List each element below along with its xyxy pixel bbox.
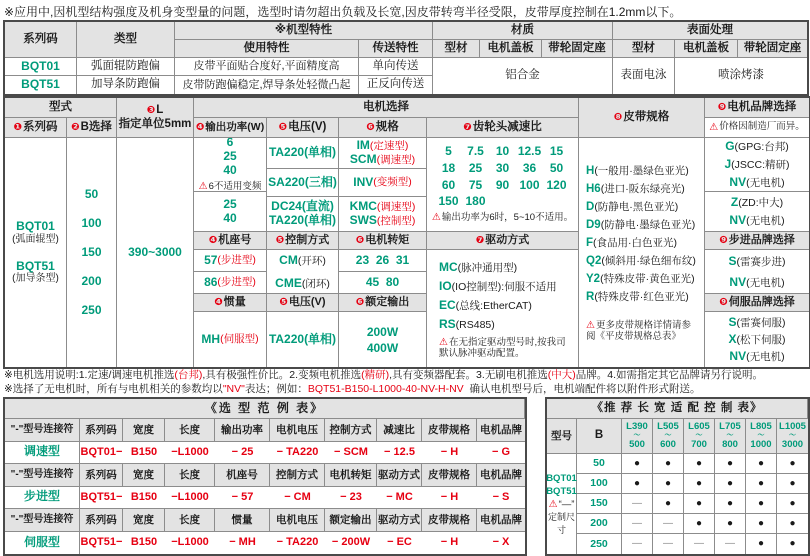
header-motor-cover-2: 电机盖板 bbox=[675, 40, 738, 58]
series-options: BQT01 (弧面辊型) BQT51 (加导条型) bbox=[5, 138, 67, 367]
marker-4: ❹ bbox=[195, 122, 205, 134]
selection-table bbox=[3, 96, 810, 369]
header-type: 类型 bbox=[77, 22, 175, 58]
header-transfer-feature: 传送特性 bbox=[359, 40, 433, 58]
example-v3: − H bbox=[440, 536, 459, 549]
compat-cell: ● bbox=[777, 454, 808, 474]
header-output-power: ❹输出功率(W) bbox=[194, 118, 267, 138]
compat-cell: — bbox=[653, 514, 684, 534]
example-label-step: 步进型 bbox=[5, 487, 80, 510]
compat-cell: — bbox=[715, 534, 746, 554]
spec-kmc-sws: KMC(调速型) SWS(控制型) bbox=[339, 197, 427, 232]
example-v1: −L1000 bbox=[165, 442, 215, 465]
header-series-select: ❶系列码 bbox=[5, 118, 67, 138]
example-v1: − H bbox=[422, 442, 477, 465]
header-belt-spec: ❽皮带规格 bbox=[579, 98, 705, 138]
example-h1: 皮带规格 bbox=[422, 419, 477, 442]
power-options-2: 25 40 bbox=[194, 192, 267, 232]
top-note: ※应用中,因机型结构强度及机身变型量的问题，选型时请勿超出负载及长宽,因皮带转弯半径受限，皮带厚度控制在1.2mm以下。 bbox=[4, 5, 682, 19]
example-v1: − 12.5 bbox=[377, 442, 422, 465]
example-v3: − MH bbox=[229, 536, 256, 549]
compat-b-value: 150 bbox=[577, 494, 622, 514]
material-value: 铝合金 bbox=[433, 58, 613, 94]
header-profile: 型材 bbox=[433, 40, 480, 58]
marker-9: ❾ bbox=[719, 297, 728, 309]
example-v1: − G bbox=[477, 442, 525, 465]
compat-table-title: 《推 荐 长 宽 适 配 控 制 表》 bbox=[547, 399, 808, 419]
header-motor-brand: ❾电机品牌选择 bbox=[705, 98, 809, 118]
compat-header-l: L390 〜 500 bbox=[622, 419, 653, 454]
example-v1: B150 bbox=[123, 442, 165, 465]
gear-ratio-options: 5 7.5 10 12.5 15 18 25 30 36 50 60 75 90 100 120 150 180 ⚠输出功率为6时，5~10不适用。 bbox=[427, 138, 579, 232]
header-voltage-servo: ❺电压(V) bbox=[267, 294, 339, 312]
example-v3: − EC bbox=[387, 536, 412, 549]
series-option-bqt01: BQT01 bbox=[16, 219, 55, 234]
warning-icon: ⚠ bbox=[439, 336, 448, 348]
compat-cell: — bbox=[622, 534, 653, 554]
surface-coat-value: 喷涂烤漆 bbox=[718, 69, 764, 82]
marker-8: ❽ bbox=[613, 111, 623, 123]
header-model-group: 型式 bbox=[5, 98, 117, 118]
spec-im-scm: IM(定速型) SCM(调速型) bbox=[339, 138, 427, 169]
example-table-title: 《选 型 范 例 表》 bbox=[5, 399, 525, 419]
length-range: 390~3000 bbox=[117, 138, 194, 367]
example-h1-connector: "-"型号连接符 bbox=[5, 419, 80, 442]
example-h3: 电机电压 bbox=[270, 509, 325, 532]
example-v2: B150 bbox=[123, 487, 165, 510]
torque-options-2: 45 80 bbox=[339, 272, 427, 294]
compat-cell: ● bbox=[777, 474, 808, 494]
marker-7: ❼ bbox=[463, 121, 472, 133]
series-bqt51: BQT51 bbox=[5, 76, 77, 94]
marker-6: ❻ bbox=[355, 297, 365, 309]
example-h3: 额定输出 bbox=[325, 509, 377, 532]
example-h2-connector: "-"型号连接符 bbox=[5, 464, 80, 487]
frame-86: 86 (步进型) bbox=[194, 272, 267, 294]
compat-header-l: L605 〜 700 bbox=[684, 419, 715, 454]
compat-cell: ● bbox=[622, 454, 653, 474]
b-option: 150 bbox=[81, 245, 102, 259]
compat-header-l: L705 〜 800 bbox=[715, 419, 746, 454]
compat-b-value: 100 bbox=[577, 474, 622, 494]
example-h1: 电机品牌 bbox=[477, 419, 525, 442]
header-voltage: ❺电压(V) bbox=[267, 118, 339, 138]
example-v2: BQT51− bbox=[80, 487, 123, 510]
header-control-mode: ❺控制方式 bbox=[267, 232, 339, 250]
compat-cell: ● bbox=[684, 494, 715, 514]
header-spec: ❻规格 bbox=[339, 118, 427, 138]
example-v3: − X bbox=[492, 536, 510, 549]
warning-icon: ⚠ bbox=[709, 121, 719, 133]
rated-output-options: 200W 400W bbox=[339, 312, 427, 367]
marker-9: ❾ bbox=[719, 235, 728, 247]
example-v1: − SCM bbox=[325, 442, 377, 465]
type-bqt01: 弧面辊防跑偏 bbox=[77, 58, 175, 76]
compat-cell: ● bbox=[777, 494, 808, 514]
header-motor-cover: 电机盖板 bbox=[480, 40, 542, 58]
marker-2: ❷ bbox=[71, 121, 80, 133]
example-h1: 电机电压 bbox=[270, 419, 325, 442]
example-v3: B150 bbox=[130, 536, 158, 549]
example-h3: 长度 bbox=[165, 509, 215, 532]
example-h2: 控制方式 bbox=[270, 464, 325, 487]
compat-cell: ● bbox=[684, 474, 715, 494]
voltage-dc24: DC24(直流) TA220(单相) bbox=[267, 197, 339, 232]
compat-cell: ● bbox=[622, 474, 653, 494]
marker-1: ❶ bbox=[13, 121, 22, 133]
example-v2: − CM bbox=[270, 487, 325, 510]
marker-5: ❺ bbox=[279, 297, 288, 309]
header-use-feature: 使用特性 bbox=[175, 40, 359, 58]
compat-cell: — bbox=[684, 534, 715, 554]
example-h1: 宽度 bbox=[123, 419, 165, 442]
header-machine-feature: ※机型特性 bbox=[175, 22, 433, 40]
compat-cell: ● bbox=[777, 514, 808, 534]
spec-inv: INV (变频型) bbox=[339, 169, 427, 197]
size-compat-table bbox=[545, 397, 810, 556]
use-bqt01: 皮带平面贴合度好,平面精度高 bbox=[175, 58, 359, 76]
b-option: 200 bbox=[81, 274, 102, 288]
compat-cell: ● bbox=[746, 494, 777, 514]
example-v3: − TA220 bbox=[276, 536, 319, 549]
example-v3: − 200W bbox=[331, 536, 371, 549]
example-h2: 机座号 bbox=[215, 464, 270, 487]
compat-header-l: L505 〜 600 bbox=[653, 419, 684, 454]
compat-b-value: 250 bbox=[577, 534, 622, 554]
header-motor-torque: ❻电机转矩 bbox=[339, 232, 427, 250]
example-h3: 惯量 bbox=[215, 509, 270, 532]
example-h2: 长度 bbox=[165, 464, 215, 487]
brand-group-servo: S(雷赛伺服) X(松下伺服) NV(无电机) bbox=[728, 315, 786, 363]
marker-6: ❻ bbox=[366, 121, 375, 133]
example-v2: − 23 bbox=[325, 487, 377, 510]
header-inertia: ❹惯量 bbox=[194, 294, 267, 312]
example-v1: − TA220 bbox=[270, 442, 325, 465]
brand-group-step: S(雷赛步进) NV(无电机) bbox=[705, 250, 809, 294]
header-surface-finish: 表面处理 bbox=[613, 22, 807, 40]
example-v1: − 25 bbox=[215, 442, 270, 465]
example-v1: BQT01− bbox=[80, 442, 123, 465]
header-profile-2: 型材 bbox=[613, 40, 675, 58]
compat-cell: — bbox=[622, 514, 653, 534]
frame-57: 57 (步进型) bbox=[194, 250, 267, 272]
example-v2: − MC bbox=[377, 487, 422, 510]
transfer-bqt01: 单向传送 bbox=[359, 58, 433, 76]
example-h3: 宽度 bbox=[123, 509, 165, 532]
torque-options-1: 23 26 31 bbox=[339, 250, 427, 272]
b-option: 100 bbox=[81, 216, 102, 230]
b-option: 250 bbox=[81, 303, 102, 317]
marker-4: ❹ bbox=[208, 235, 218, 247]
example-h3: 系列码 bbox=[80, 509, 123, 532]
compat-cell: ● bbox=[715, 494, 746, 514]
surface-profile-value: 表面电泳 bbox=[613, 58, 675, 94]
use-bqt51: 皮带防跑偏稳定,焊导条处轻微凸起 bbox=[175, 76, 359, 94]
warning-icon: ⚠ bbox=[548, 498, 558, 510]
belt-spec-options: H(一般用·墨绿色亚光) H6(进口·阪东绿亮光) D(防静电·黑色亚光) D9(防静电·墨绿色亚光) F(食品用·白色亚光) Q2(倾斜用·绿色细布纹) Y2(特殊皮带·黄色亚光) R(特殊皮带·红色亚光) ⚠更多皮带规格详情请参阅《平皮带规格总表》 bbox=[579, 138, 705, 367]
brand-group-ac: G(GPG:台邦) J(JSCC:精研) NV(无电机) bbox=[705, 138, 809, 192]
compat-cell: ● bbox=[684, 514, 715, 534]
compat-cell: ● bbox=[653, 494, 684, 514]
compat-cell: ● bbox=[746, 474, 777, 494]
b-option: 50 bbox=[84, 187, 99, 201]
b-options bbox=[67, 138, 117, 367]
example-h1: 系列码 bbox=[80, 419, 123, 442]
example-h3: 皮带规格 bbox=[422, 509, 477, 532]
example-h1: 减速比 bbox=[377, 419, 422, 442]
example-h2: 电机品牌 bbox=[477, 464, 525, 487]
example-label-servo: 伺服型 bbox=[5, 532, 80, 555]
header-pulley-mount-2: 带轮固定座 bbox=[738, 40, 807, 58]
example-v2: − S bbox=[477, 487, 525, 510]
example-v2: − H bbox=[422, 487, 477, 510]
example-v3: −L1000 bbox=[171, 536, 209, 549]
example-v2: −L1000 bbox=[165, 487, 215, 510]
compat-cell: — bbox=[622, 494, 653, 514]
control-mode-options: CM(开环) CME(闭环) bbox=[267, 250, 339, 294]
overview-table bbox=[3, 20, 809, 96]
header-frame-size: ❹机座号 bbox=[194, 232, 267, 250]
inertia-mh: MH (伺服型) bbox=[194, 312, 267, 367]
example-h3: 电机品牌 bbox=[477, 509, 525, 532]
motor-note-2: ※选择了无电机时，所有与电机相关的参数均以"NV"表达；例如：BQT51-B150-L1000-40-NV-H-NV 确认电机型号后，电机端配件将以附件形式附送。 bbox=[4, 383, 701, 395]
header-series-code: 系列码 bbox=[5, 22, 77, 58]
header-material: 材质 bbox=[433, 22, 613, 40]
warning-icon: ⚠ bbox=[198, 180, 208, 192]
header-pulley-mount: 带轮固定座 bbox=[542, 40, 613, 58]
marker-5: ❺ bbox=[275, 235, 285, 247]
compat-header-l: L1005 〜 3000 bbox=[777, 419, 808, 454]
compat-cell: ● bbox=[653, 454, 684, 474]
drive-mode-options: MC(脉冲通用型) IO(IO控制型):伺服不适用 EC(总线:EtherCAT) RS(RS485) ⚠在无指定驱动型号时,按我司默认脉冲驱动配置。 bbox=[427, 250, 579, 367]
example-h3: 驱动方式 bbox=[377, 509, 422, 532]
compat-b-value: 50 bbox=[577, 454, 622, 474]
marker-6: ❻ bbox=[355, 235, 365, 247]
compat-cell: ● bbox=[653, 474, 684, 494]
brand-price-note: ⚠ 价格因制造厂而异。 bbox=[705, 118, 809, 138]
example-h2: 驱动方式 bbox=[377, 464, 422, 487]
header-b-select: ❷B选择 bbox=[67, 118, 117, 138]
header-length: ❸L 指定单位5mm bbox=[117, 98, 194, 138]
example-h2: 宽度 bbox=[123, 464, 165, 487]
example-v2: − 57 bbox=[215, 487, 270, 510]
header-motor-select: 电机选择 bbox=[194, 98, 579, 118]
compat-cell: ● bbox=[746, 534, 777, 554]
header-rated-output: ❻额定输出 bbox=[339, 294, 427, 312]
power-options-1: 6 25 40 ⚠6不适用变频 bbox=[194, 138, 267, 192]
example-h1: 长度 bbox=[165, 419, 215, 442]
compat-model-cell: BQT01 BQT51 ⚠“—” 定制尺寸 bbox=[547, 454, 577, 554]
marker-4: ❹ bbox=[214, 297, 223, 309]
example-h2: 系列码 bbox=[80, 464, 123, 487]
header-step-brand: ❾步进品牌选择 bbox=[705, 232, 809, 250]
compat-cell: ● bbox=[746, 454, 777, 474]
compat-header-b: B bbox=[577, 419, 622, 454]
example-label-speed: 调速型 bbox=[5, 442, 80, 465]
compat-cell: ● bbox=[715, 514, 746, 534]
example-table bbox=[3, 397, 527, 556]
compat-b-value: 200 bbox=[577, 514, 622, 534]
example-h3-connector: "-"型号连接符 bbox=[5, 509, 80, 532]
example-h2: 皮带规格 bbox=[422, 464, 477, 487]
marker-9: ❾ bbox=[717, 101, 727, 113]
compat-cell: ● bbox=[684, 454, 715, 474]
type-bqt51: 加导条防跑偏 bbox=[77, 76, 175, 94]
compat-cell: ● bbox=[746, 514, 777, 534]
warning-icon: ⚠ bbox=[586, 320, 595, 332]
header-gear-ratio: ❼齿轮头减速比 bbox=[427, 118, 579, 138]
marker-3: ❸ bbox=[146, 105, 156, 117]
compat-cell: — bbox=[653, 534, 684, 554]
compat-header-l: L805 〜 1000 bbox=[746, 419, 777, 454]
header-drive-mode: ❼驱动方式 bbox=[427, 232, 579, 250]
compat-header-model: 型号 bbox=[547, 419, 577, 454]
transfer-bqt51: 正反向传送 bbox=[359, 76, 433, 94]
series-option-bqt51: BQT51 bbox=[16, 258, 55, 273]
warning-icon: ⚠ bbox=[431, 212, 441, 224]
series-bqt01: BQT01 bbox=[5, 58, 77, 76]
compat-cell: ● bbox=[715, 474, 746, 494]
example-v3: BQT51− bbox=[80, 536, 123, 549]
brand-group-dc: Z(ZD:中大) NV(无电机) bbox=[705, 192, 809, 232]
marker-7: ❼ bbox=[475, 235, 485, 247]
example-h1: 控制方式 bbox=[325, 419, 377, 442]
marker-5: ❺ bbox=[278, 121, 288, 133]
voltage-servo-ta220: TA220(单相) bbox=[267, 312, 339, 367]
example-h2: 电机转矩 bbox=[325, 464, 377, 487]
motor-note-1: ※电机选用说明:1.定速/调速电机推选(台邦),具有极强性价比。2.变频电机推选(精研),具有变频器配套。3.无刷电机推选(中大)品牌。4.如需指定其它品牌请另行说明。 bbox=[4, 369, 764, 381]
compat-cell: ● bbox=[715, 454, 746, 474]
voltage-sa220: SA220(三相) bbox=[267, 169, 339, 197]
compat-cell: ● bbox=[789, 538, 796, 550]
example-h1: 输出功率 bbox=[215, 419, 270, 442]
voltage-ta220: TA220(单相) bbox=[267, 138, 339, 169]
header-servo-brand: ❾伺服品牌选择 bbox=[705, 294, 809, 312]
